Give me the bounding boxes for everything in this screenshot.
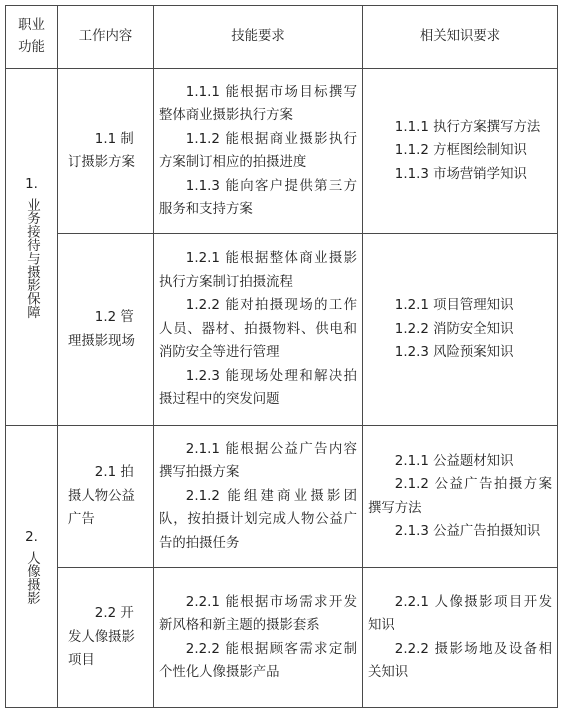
work-content: 2.1 拍摄人物公益广告 [68, 465, 135, 528]
area-name: 业务接待与摄影保障 [24, 197, 40, 319]
knowledge-item: 2.2.1 人像摄影项目开发知识 [368, 594, 552, 633]
work-content: 2.2 开发人像摄影项目 [68, 606, 135, 669]
knowledge-item: 2.1.1 公益题材知识 [394, 453, 514, 469]
skills-cell [154, 426, 363, 568]
work-content: 1.1 制订摄影方案 [68, 131, 135, 170]
knowledge-item: 1.2.1 项目管理知识 [394, 298, 514, 314]
knowledge-item: 2.1.2 公益广告拍摄方案撰写方法 [368, 477, 552, 516]
header-function-label: 职业功能 [18, 18, 45, 55]
skills-cell [154, 234, 363, 426]
work-content-cell [58, 69, 154, 234]
skill-item: 1.2.1 能根据整体商业摄影执行方案制订拍摄流程 [159, 251, 357, 290]
area-cell-1 [6, 69, 58, 426]
table-row [6, 69, 558, 234]
skill-item: 1.1.2 能根据商业摄影执行方案制订相应的拍摄进度 [159, 131, 357, 170]
header-content: 工作内容 [58, 6, 154, 69]
area-name: 人像摄影 [24, 550, 40, 605]
skill-item: 2.1.2 能组建商业摄影团队，按拍摄计划完成人物公益广告的拍摄任务 [159, 488, 357, 551]
skill-standard-table [5, 5, 558, 708]
table-row [6, 426, 558, 568]
skills-cell [154, 69, 363, 234]
knowledge-cell [363, 69, 558, 234]
knowledge-item: 1.1.3 市场营销学知识 [394, 166, 527, 182]
skill-item: 2.2.2 能根据顾客需求定制个性化人像摄影产品 [159, 641, 357, 680]
header-skills: 技能要求 [154, 6, 363, 69]
knowledge-item: 1.2.2 消防安全知识 [394, 321, 514, 337]
skill-item: 1.1.3 能向客户提供第三方服务和支持方案 [159, 178, 357, 217]
skill-item: 2.2.1 能根据市场需求开发新风格和新主题的摄影套系 [159, 594, 357, 633]
area-cell-2 [6, 426, 58, 708]
header-row [6, 6, 558, 69]
header-function [6, 6, 58, 69]
area-number: 2. [25, 529, 38, 545]
skills-cell [154, 568, 363, 708]
skill-item: 1.2.3 能现场处理和解决拍摄过程中的突发问题 [159, 368, 357, 408]
header-knowledge: 相关知识要求 [363, 6, 558, 69]
work-content-cell [58, 234, 154, 426]
skill-item: 1.2.2 能对拍摄现场的工作人员、器材、拍摄物料、供电和消防安全等进行管理 [159, 298, 357, 361]
knowledge-item: 1.1.1 执行方案撰写方法 [394, 119, 541, 135]
table-row [6, 234, 558, 426]
table-body [6, 69, 558, 708]
knowledge-cell [363, 568, 558, 708]
knowledge-cell [363, 426, 558, 568]
knowledge-item: 2.1.3 公益广告拍摄知识 [394, 524, 541, 539]
work-content: 1.2 管理摄影现场 [68, 310, 135, 349]
skill-item: 1.1.1 能根据市场目标撰写整体商业摄影执行方案 [159, 84, 357, 123]
skill-item: 2.1.1 能根据公益广告内容撰写拍摄方案 [159, 441, 357, 481]
work-content-cell [58, 426, 154, 568]
knowledge-item: 1.2.3 风险预案知识 [394, 345, 514, 361]
table-row [6, 568, 558, 708]
work-content-cell [58, 568, 154, 708]
knowledge-item: 2.2.2 摄影场地及设备相关知识 [368, 641, 552, 680]
knowledge-item: 1.1.2 方框图绘制知识 [394, 143, 527, 159]
area-number: 1. [25, 176, 38, 192]
knowledge-cell [363, 234, 558, 426]
table-header [6, 6, 558, 69]
